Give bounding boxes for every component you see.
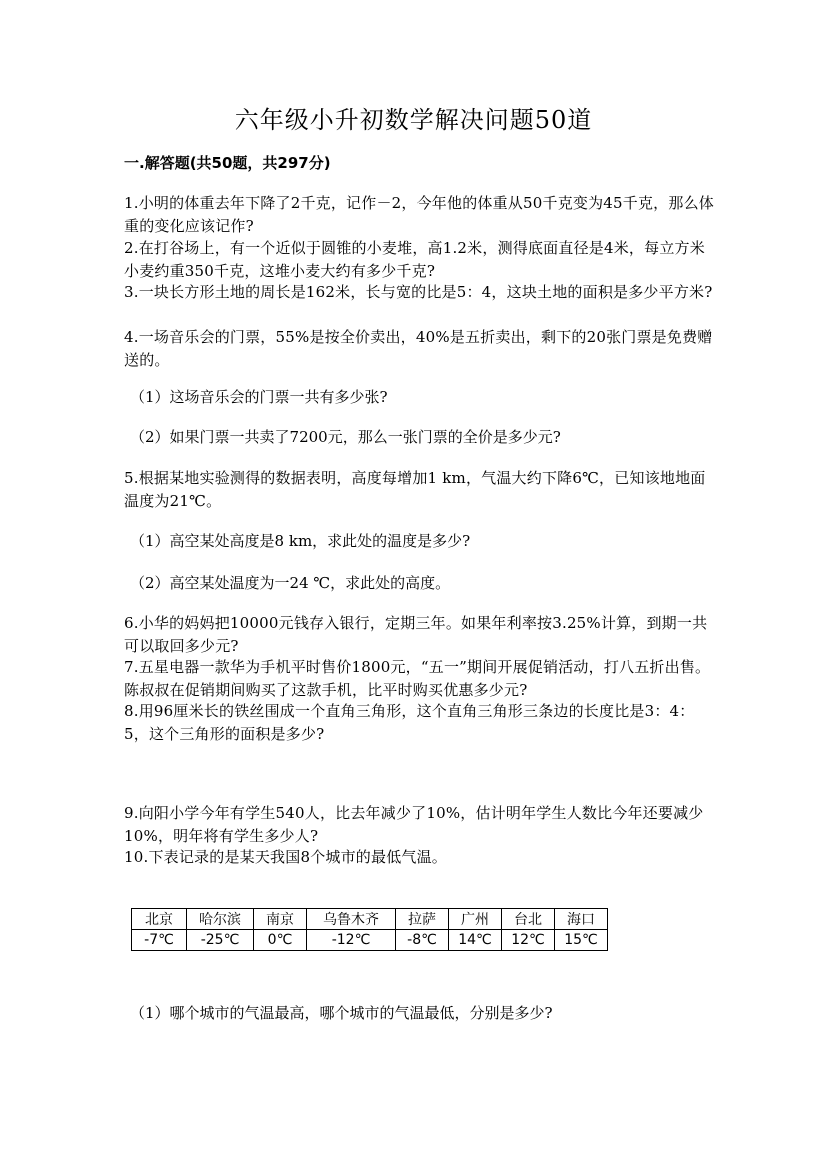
question-4-part-2: （2）如果门票一共卖了7200元，那么一张门票的全价是多少元? [130, 428, 561, 446]
table-cell-city: 南京 [254, 909, 307, 930]
table-cell-temp: -25℃ [187, 930, 254, 951]
question-4-part-1: （1）这场音乐会的门票一共有多少张? [130, 388, 388, 406]
table-cell-temp: 14℃ [449, 930, 502, 951]
table-cell-temp: 0℃ [254, 930, 307, 951]
question-10: 10.下表记录的是某天我国8个城市的最低气温。 [124, 848, 448, 866]
question-10-part-1: （1）哪个城市的气温最高，哪个城市的气温最低，分别是多少? [130, 1004, 553, 1022]
table-cell-temp: 12℃ [502, 930, 555, 951]
table-cell-city: 海口 [555, 909, 608, 930]
question-4: 4.一场音乐会的门票，55%是按全价卖出，40%是五折卖出，剩下的20张门票是免费赠送的。 [124, 328, 713, 369]
question-6: 6.小华的妈妈把10000元钱存入银行，定期三年。如果年利率按3.25%计算，到期一共可以取回多少元? [124, 614, 708, 655]
table-row-cities [132, 909, 608, 930]
page-title: 六年级小升初数学解决问题50道 [234, 106, 593, 134]
question-5-part-2: （2）高空某处温度为一24 ℃，求此处的高度。 [130, 574, 451, 592]
question-5-part-1: （1）高空某处高度是8 km，求此处的温度是多少? [130, 532, 471, 550]
question-2: 2.在打谷场上，有一个近似于圆锥的小麦堆，高1.2米，测得底面直径是4米，每立方米小麦约重350千克，这堆小麦大约有多少千克? [124, 239, 705, 280]
table-row-temps [132, 930, 608, 951]
question-5: 5.根据某地实验测得的数据表明，高度每增加1 km，气温大约下降6℃，已知该地地面温度为21℃。 [124, 469, 706, 510]
table-cell-temp: -8℃ [396, 930, 449, 951]
question-8: 8.用96厘米长的铁丝围成一个直角三角形，这个直角三角形三条边的长度比是3：4：5，这个三角形的面积是多少? [124, 702, 695, 743]
question-3: 3.一块长方形土地的周长是162米，长与宽的比是5：4，这块土地的面积是多少平方米? [124, 283, 713, 301]
question-7: 7.五星电器一款华为手机平时售价1800元，“五一”期间开展促销活动，打八五折出售。陈叔叔在促销期间购买了这款手机，比平时购买优惠多少元? [124, 658, 711, 699]
table-cell-temp: -12℃ [307, 930, 396, 951]
table-cell-temp: -7℃ [132, 930, 187, 951]
table-cell-city: 哈尔滨 [187, 909, 254, 930]
question-1: 1.小明的体重去年下降了2千克，记作－2，今年他的体重从50千克变为45千克，那么体重的变化应该记作? [124, 194, 714, 235]
table-cell-city: 广州 [449, 909, 502, 930]
question-9: 9.向阳小学今年有学生540人，比去年减少了10%，估计明年学生人数比今年还要减少10%，明年将有学生多少人? [124, 804, 704, 845]
table-cell-temp: 15℃ [555, 930, 608, 951]
table-cell-city: 乌鲁木齐 [307, 909, 396, 930]
section-heading: 一.解答题(共50题，共297分) [124, 154, 331, 172]
temperature-table [131, 908, 608, 951]
table-cell-city: 拉萨 [396, 909, 449, 930]
table-cell-city: 台北 [502, 909, 555, 930]
table-cell-city: 北京 [132, 909, 187, 930]
